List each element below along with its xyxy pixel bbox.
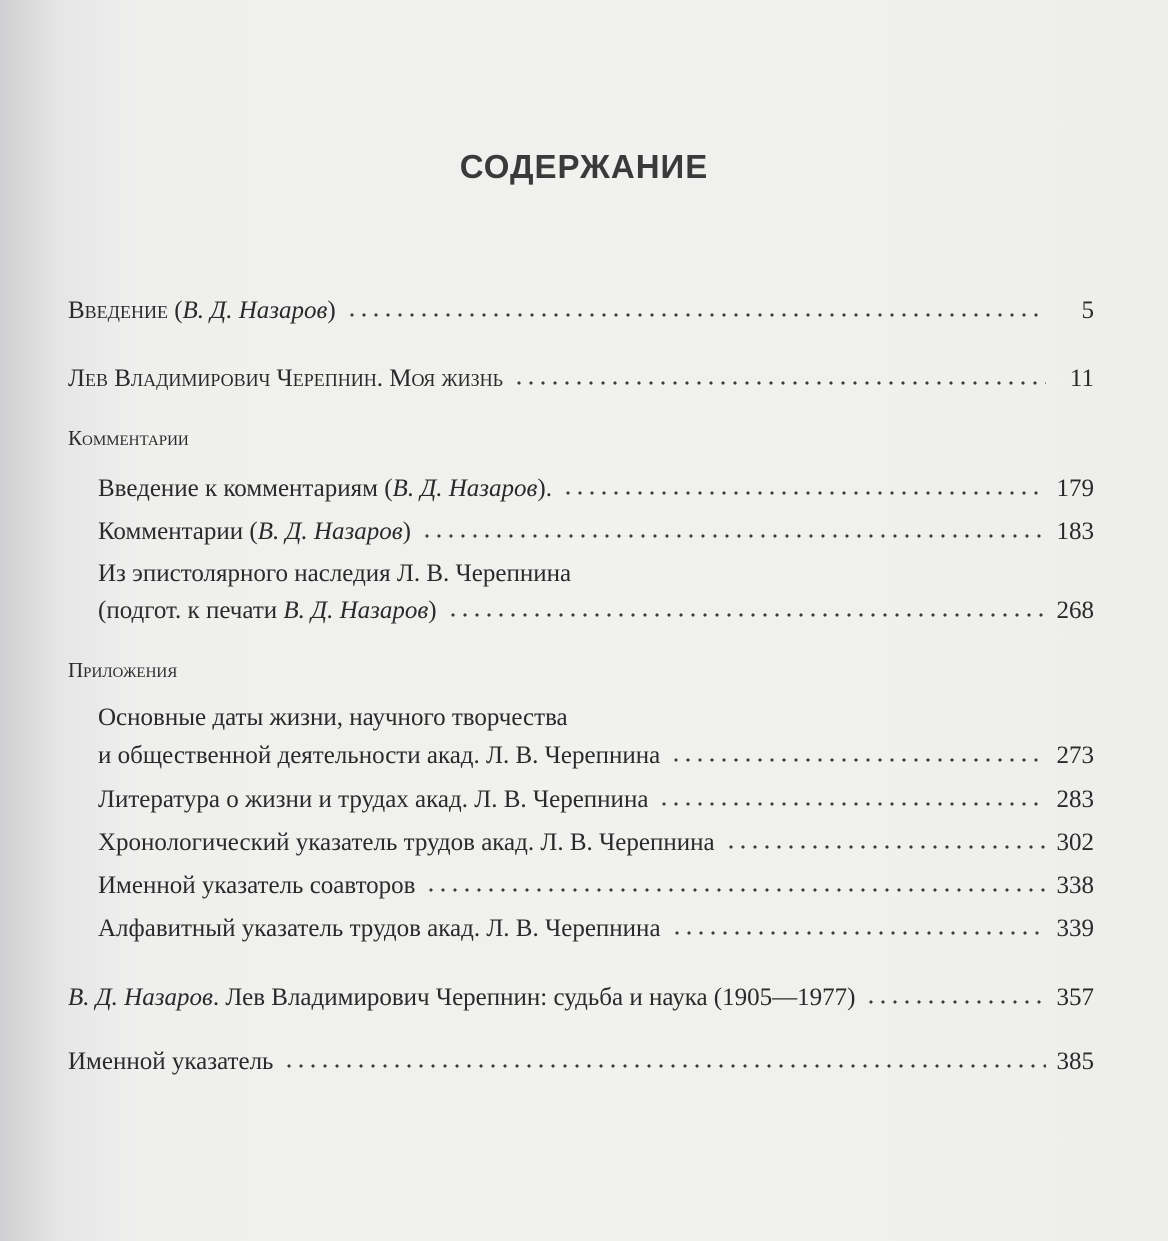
toc-page-number: 183 — [1056, 518, 1094, 545]
dot-leader — [425, 887, 1046, 893]
dot-leader — [670, 757, 1046, 763]
toc-page-number: 268 — [1056, 597, 1094, 624]
dot-leader — [346, 312, 1046, 318]
toc-page-number: 283 — [1056, 786, 1094, 813]
toc-entry-memoir[interactable] — [68, 364, 1094, 394]
toc-page-number: 179 — [1056, 475, 1094, 502]
toc-entry-label: Именной указатель — [68, 1048, 274, 1075]
toc-entry-first-line: Основные даты жизни, научного творчества — [98, 704, 568, 731]
toc-page-number: 273 — [1056, 742, 1094, 769]
dot-leader — [725, 844, 1046, 850]
toc-entry[interactable] — [98, 828, 1094, 858]
toc-page-number: 339 — [1056, 915, 1094, 942]
toc-page-number: 5 — [1081, 297, 1094, 324]
toc-entry-label: Литература о жизни и трудах акад. Л. В. Черепнина — [98, 786, 649, 813]
page-title: СОДЕРЖАНИЕ — [459, 148, 709, 185]
toc-entry-label: Введение (В. Д. Назаров) — [68, 297, 336, 324]
toc-page-number: 338 — [1056, 872, 1094, 899]
toc-entry-author: В. Д. Назаров — [283, 597, 429, 624]
toc-entry-first-line: Из эпистолярного наследия Л. В. Черепнина — [98, 560, 572, 587]
dot-leader — [283, 1063, 1046, 1069]
toc-entry-label: Именной указатель соавторов — [98, 872, 416, 899]
dot-leader — [447, 612, 1046, 618]
toc-entry-intro[interactable] — [68, 296, 1094, 326]
toc-entry-label: Хронологический указатель трудов акад. Л. В. Черепнина — [98, 829, 715, 856]
toc-page-number: 385 — [1056, 1048, 1094, 1075]
toc-entry-label: Лев Владимирович Черепнин. Моя жизнь — [68, 365, 503, 392]
dot-leader — [671, 930, 1046, 936]
toc-entry-label: В. Д. Назаров. Лев Владимирович Черепнин: судьба и наука (1905—1977) — [68, 984, 856, 1011]
toc-page-number: 302 — [1056, 829, 1094, 856]
toc-entry-index[interactable] — [68, 1047, 1094, 1077]
toc-entry-author: В. Д. Назаров — [182, 297, 328, 324]
toc-entry[interactable] — [98, 785, 1094, 815]
toc-entry-author: В. Д. Назаров — [68, 984, 213, 1011]
toc-entry-label: Введение к комментариям (В. Д. Назаров). — [98, 475, 552, 502]
toc-entry[interactable] — [98, 474, 1094, 504]
toc-entry-label: и общественной деятельности акад. Л. В. Черепнина — [98, 742, 661, 769]
toc-entry[interactable] — [98, 596, 1094, 626]
dot-leader — [865, 999, 1046, 1005]
dot-leader — [513, 380, 1046, 386]
toc-entry-label: Комментарии (В. Д. Назаров) — [98, 518, 411, 545]
toc-entry[interactable] — [98, 517, 1094, 547]
toc-entry-label: (подгот. к печати В. Д. Назаров) — [98, 597, 437, 624]
dot-leader — [658, 801, 1046, 807]
toc-entry-author: В. Д. Назаров — [257, 518, 403, 545]
dot-leader — [421, 533, 1046, 539]
toc-entry-author: В. Д. Назаров — [392, 475, 538, 502]
toc-entry-label: Алфавитный указатель трудов акад. Л. В. Черепнина — [98, 915, 661, 942]
toc-page-number: 357 — [1056, 984, 1094, 1011]
toc-page-number: 11 — [1069, 365, 1094, 392]
toc-entry-essay[interactable] — [68, 983, 1094, 1013]
toc-entry[interactable] — [98, 914, 1094, 944]
toc-entry[interactable] — [98, 741, 1094, 771]
section-heading-appendices: Приложения — [68, 658, 178, 682]
dot-leader — [562, 490, 1046, 496]
section-heading-comments: Комментарии — [68, 426, 189, 450]
toc-entry[interactable] — [98, 871, 1094, 901]
